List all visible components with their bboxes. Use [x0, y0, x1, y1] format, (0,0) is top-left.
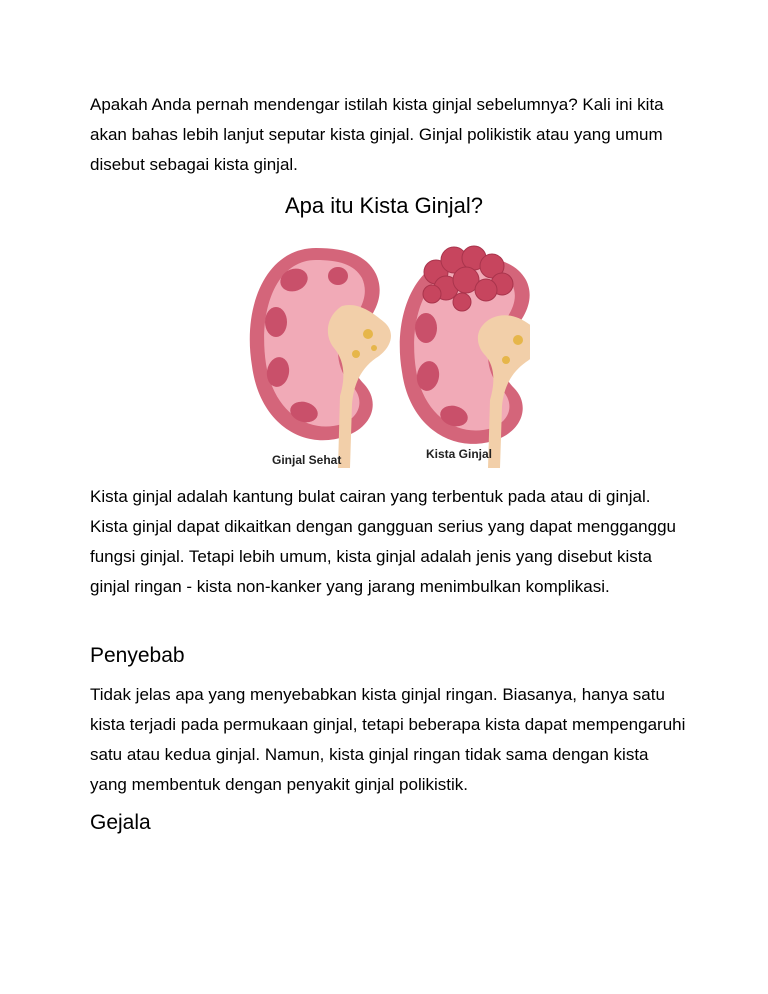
cystic-kidney-icon [400, 246, 530, 468]
penyebab-paragraph: Tidak jelas apa yang menyebabkan kista ginjal ringan. Biasanya, hanya satu kista terjadi pada permukaan ginjal, tetapi beberapa kista dapat mempengaruhi satu atau kedua ginjal. Namun, kista ginjal ringan tidak sama dengan kista yang membentuk dengan penyakit ginjal polikistik. [90, 685, 686, 794]
section-title-gejala: Gejala [90, 811, 151, 834]
caption-healthy-kidney: Ginjal Sehat [272, 453, 342, 467]
definition-paragraph: Kista ginjal adalah kantung bulat cairan yang terbentuk pada atau di ginjal. Kista ginjal dapat dikaitkan dengan gangguan serius yang dapat mengganggu fungsi ginjal. Tetapi lebih umum, kista ginjal adalah jenis yang disebut kista ginjal ringan - kista non-kanker yang jarang menimbulkan komplikasi. [90, 487, 677, 596]
healthy-kidney-icon [250, 248, 391, 468]
caption-cystic-kidney: Kista Ginjal [426, 447, 493, 461]
section-title-penyebab: Penyebab [90, 644, 185, 667]
kidney-comparison-image [246, 236, 530, 468]
kidney-illustration [246, 236, 530, 468]
section-title-main: Apa itu Kista Ginjal? [284, 193, 484, 218]
intro-paragraph: Apakah Anda pernah mendengar istilah kista ginjal sebelumnya? Kali ini kita akan bahas lebih lanjut seputar kista ginjal. Ginjal polikistik atau yang umum disebut sebagai kista ginjal. [90, 95, 664, 174]
